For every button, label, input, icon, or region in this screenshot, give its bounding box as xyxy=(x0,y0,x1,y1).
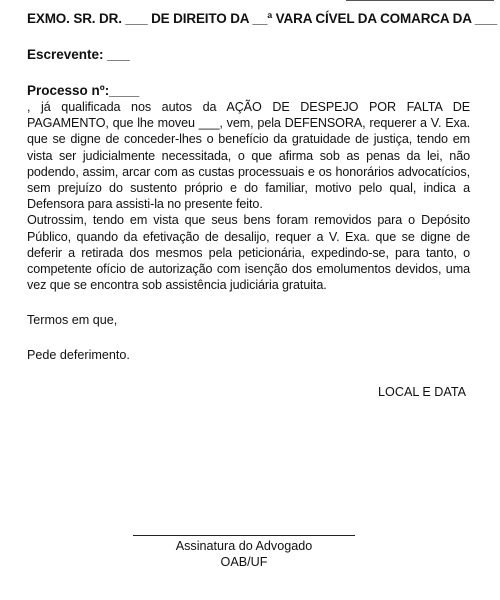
document-header: EXMO. SR. DR. ___ DE DIREITO DA __ª VARA CÍVEL DA COMARCA DA ___ xyxy=(27,11,497,26)
withdrawal-paragraph: Outrossim, tendo em vista que seus bens foram removidos para o Depósito Público, quando da efetivação de desalijo, requer a V. Exa. que se digne de deferir a retirada dos mesmos pela peticionária, expedindo-se, para tanto, o competente ofício de autorização com isenção dos emolumentos devidos, uma vez que se encontra sob assistência judiciária gratuita. xyxy=(27,213,470,293)
signature-label: Assinatura do Advogado xyxy=(175,539,313,553)
local-date-line: LOCAL E DATA xyxy=(378,385,466,400)
escrevente-line: Escrevente: ___ xyxy=(27,47,130,62)
processo-line: Processo nº:____ xyxy=(27,83,140,98)
request-paragraph: , já qualificada nos autos da AÇÃO DE DESPEJO POR FALTA DE PAGAMENTO, que lhe moveu ___, vem, pela DEFENSORA, requerer a V. Exa. que se digne de conceder-lhes o benefício da gratuidade de justiça, tendo em vista ser judicialmente necessitada, o que afirma sob as penas da lei, não podendo, assim, arcar com as custas processuais e os honorários advocatícios, sem prejuízo do sustento próprio e do familiar, motivo pelo qual, indica a Defensora para assisti-la no presente feito. xyxy=(27,100,470,212)
signature-block xyxy=(133,535,355,570)
signature-line xyxy=(133,535,355,536)
closing-pede: Pede deferimento. xyxy=(27,348,130,363)
closing-termos: Termos em que, xyxy=(27,313,118,328)
oab-label: OAB/UF xyxy=(220,555,268,569)
